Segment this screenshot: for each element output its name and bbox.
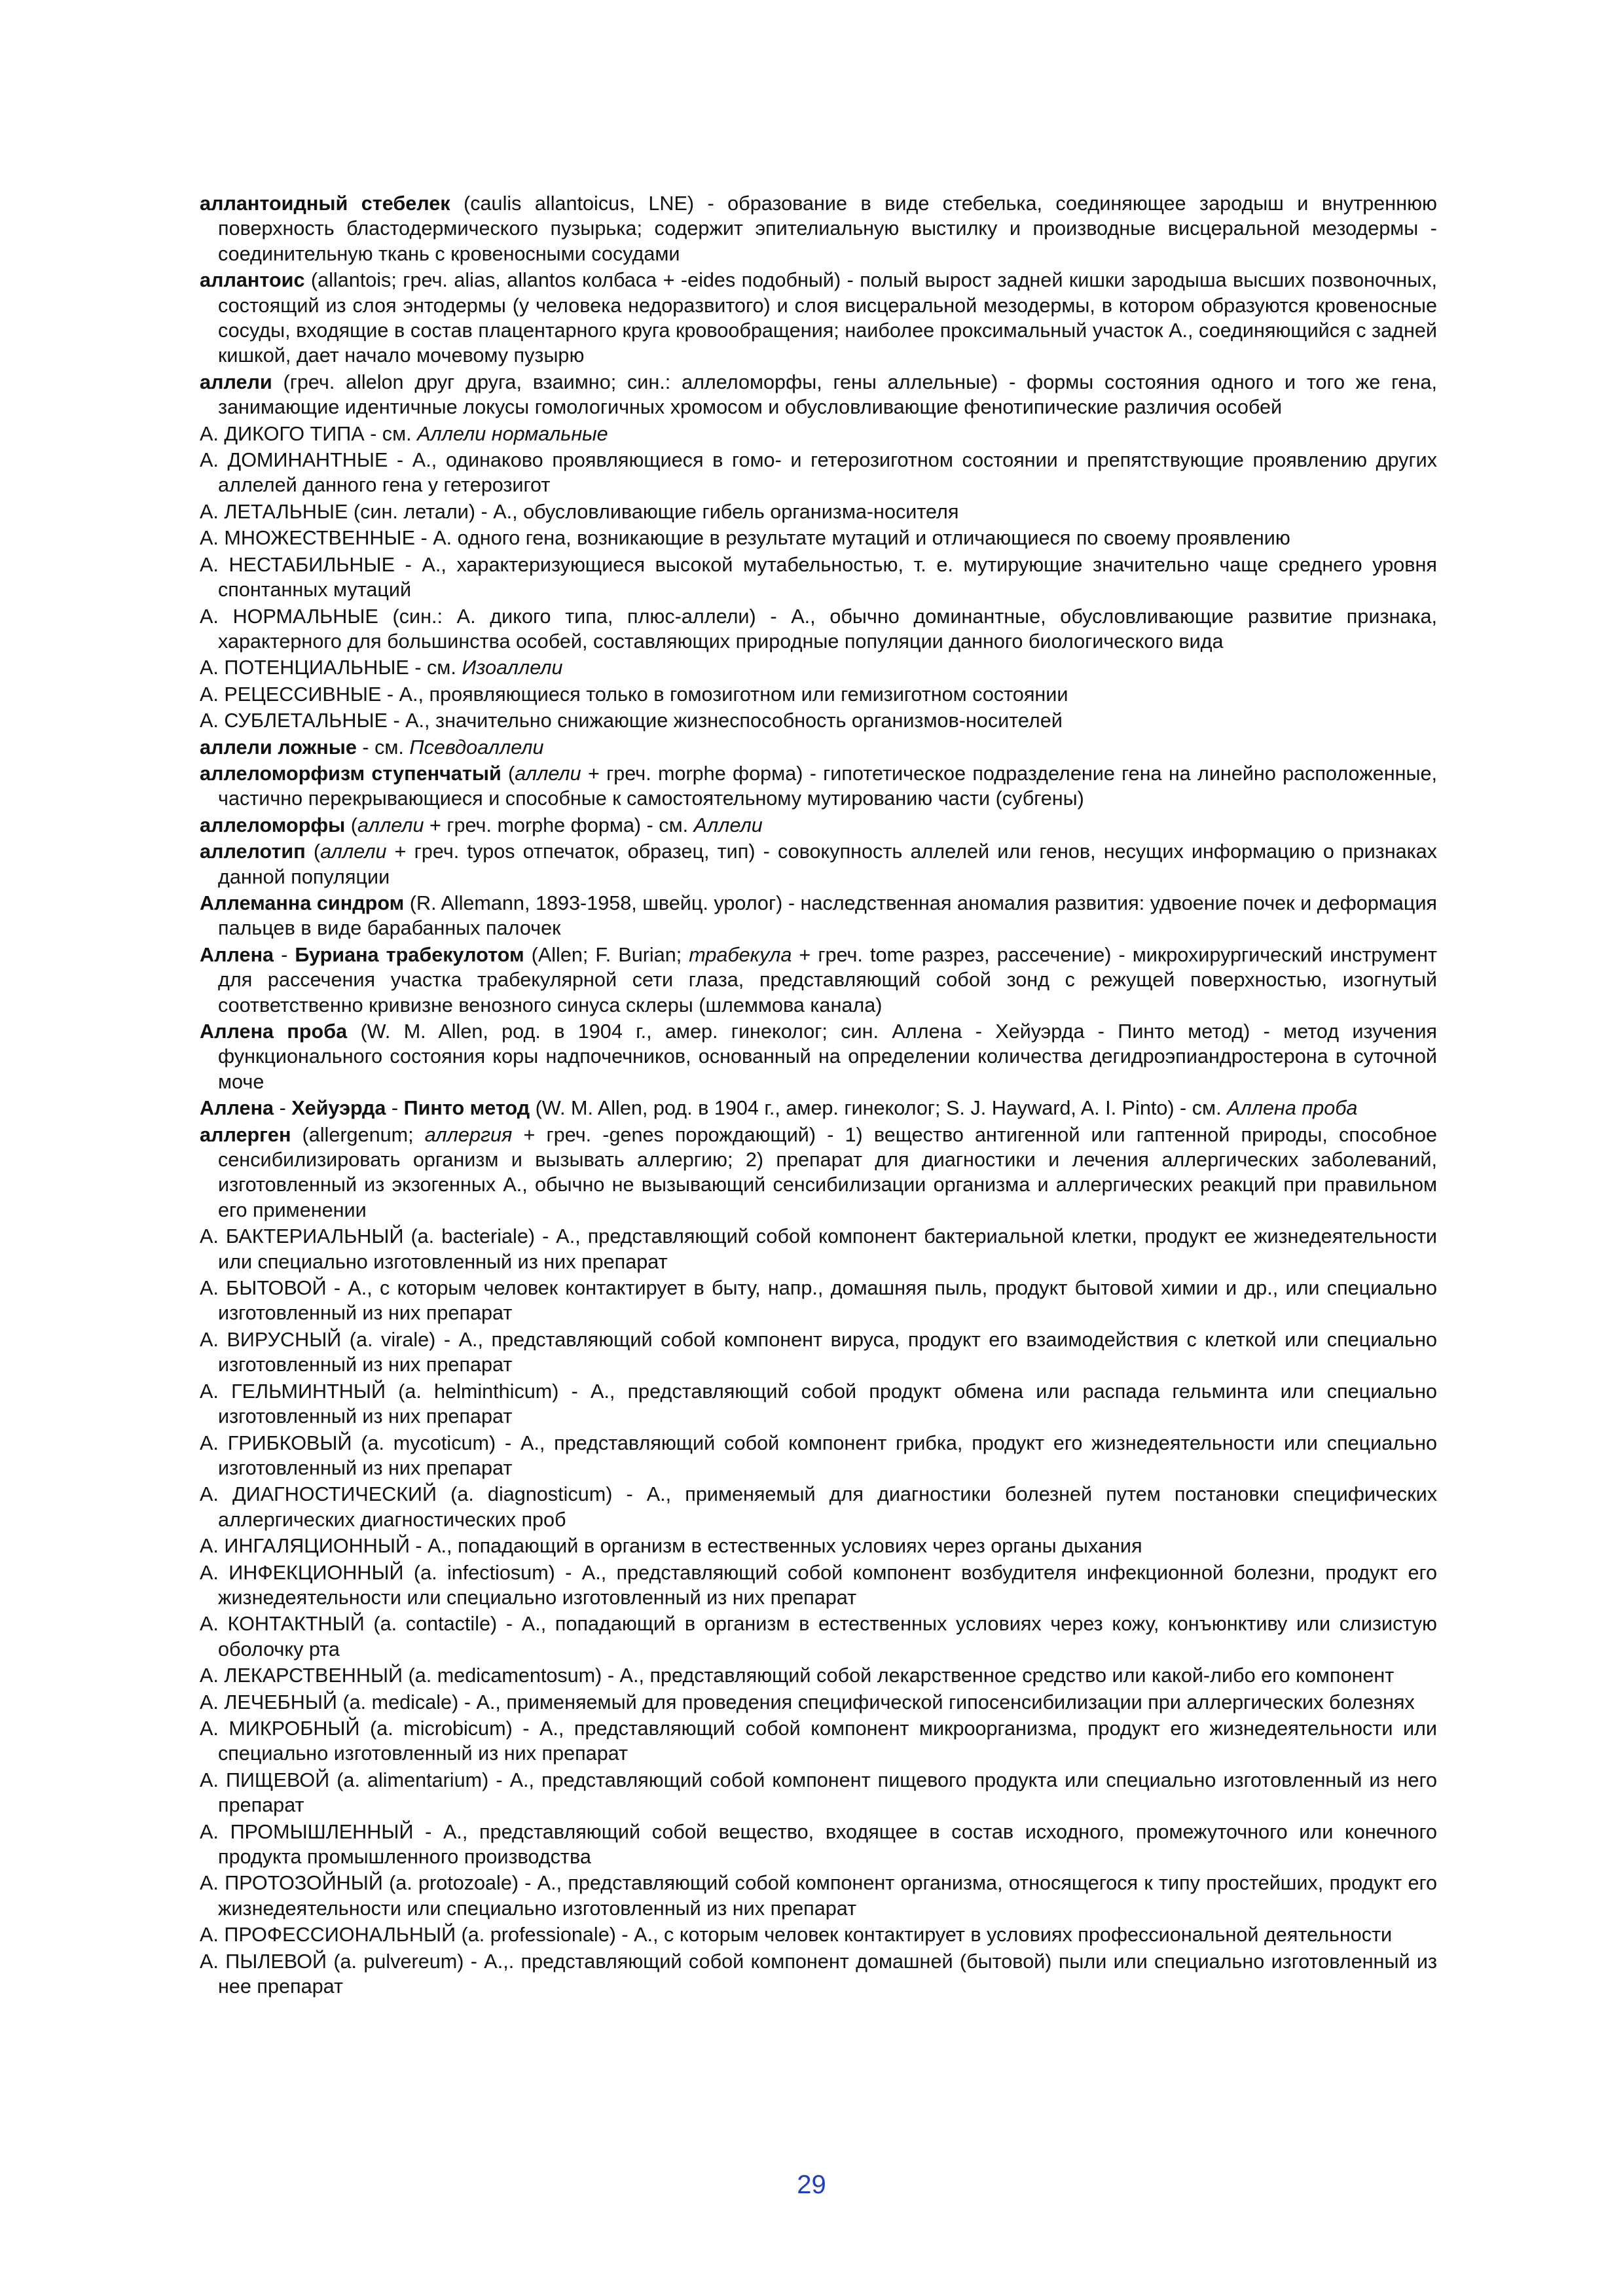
dictionary-entry bbox=[200, 1276, 1437, 1326]
entry-text: А. БЫТОВОЙ - А., с которым человек контактирует в быту, напр., домашняя пыль, продукт бытовой химии и др., или специально изготовленный из них препарат bbox=[200, 1277, 1437, 1325]
entry-text: ( bbox=[501, 762, 515, 785]
dictionary-entry bbox=[200, 1482, 1437, 1532]
entry-headword: Хейуэрда bbox=[291, 1097, 386, 1120]
entry-crossref: трабекула bbox=[689, 943, 792, 966]
dictionary-entry bbox=[200, 1768, 1437, 1818]
dictionary-entry bbox=[200, 1663, 1437, 1688]
dictionary-entry bbox=[200, 761, 1437, 812]
entry-text: + греч. morphe форма) - гипотетическое подразделение гена на линейно расположенные, частично перекрывающиеся и способные к самостоятельному мутированию части (субгены) bbox=[218, 762, 1437, 810]
entry-text: - bbox=[274, 1097, 292, 1120]
dictionary-entry bbox=[200, 735, 1437, 760]
entry-text: А. МНОЖЕСТВЕННЫЕ - А. одного гена, возникающие в результате мутаций и отличающиеся по своему проявлению bbox=[200, 527, 1290, 550]
entry-crossref: аллели bbox=[320, 840, 387, 863]
entry-text: А. ДИАГНОСТИЧЕСКИЙ (a. diagnosticum) - А., применяемый для диагностики болезней путем постановки специфических аллергических диагностических проб bbox=[200, 1483, 1437, 1531]
dictionary-entry bbox=[200, 191, 1437, 266]
entry-text: А. ПЫЛЕВОЙ (a. pulvereum) - А.,. представляющий собой компонент домашней (бытовой) пыли или специально изготовленный из нее препарат bbox=[200, 1950, 1437, 1998]
entry-text: А. КОНТАКТНЫЙ (a. contactile) - А., попадающий в организм в естественных условиях через кожу, конъюнктиву или слизистую оболочку рта bbox=[200, 1613, 1437, 1660]
entry-headword: аллели bbox=[200, 370, 272, 393]
dictionary-entry bbox=[200, 1431, 1437, 1481]
entry-crossref: Аллена проба bbox=[1227, 1097, 1358, 1120]
entry-text: + греч. tome разрез, рассечение) - микрохирургический инструмент для рассечения участка трабекулярной сети глаза, представляющий собой зонд с режущей поверхностью, изогнутый соответственно кривизне венозного синуса склеры (шлеммова канала) bbox=[218, 943, 1437, 1016]
entry-text: А. НЕСТАБИЛЬНЫЕ - А., характеризующиеся высокой мутабельностью, т. е. мутирующие значительно чаще среднего уровня спонтанных мутаций bbox=[200, 553, 1437, 601]
dictionary-entry bbox=[200, 1122, 1437, 1223]
entry-crossref: аллели bbox=[515, 762, 581, 785]
entry-crossref: Изоаллели bbox=[462, 656, 563, 679]
entry-headword: аллеломорфизм ступенчатый bbox=[200, 762, 501, 785]
entry-headword: Пинто метод bbox=[403, 1097, 530, 1120]
dictionary-entry bbox=[200, 552, 1437, 603]
entry-text: (allantois; греч. alias, allantos колбаса + -eides подобный) - полый вырост задней кишки зародыша высших позвоночных, состоящий из слоя энтодермы (у человека недоразвитого) и слоя висцеральной мезодермы, в котором образуются кровеносные сосуды, входящие в состав плацентарного круга кровообращения; наиболее проксимальный участок А., соединяющийся с задней кишкой, дает начало мочевому пузырю bbox=[218, 269, 1437, 367]
entry-text: (Allen; F. Burian; bbox=[524, 943, 689, 966]
entry-text: А. ЛЕКАРСТВЕННЫЙ (a. medicamentosum) - А., представляющий собой лекарственное средство или какой-либо его компонент bbox=[200, 1664, 1395, 1687]
entry-text: - bbox=[274, 943, 295, 966]
entry-headword: аллеломорфы bbox=[200, 814, 346, 836]
dictionary-entry bbox=[200, 1327, 1437, 1378]
dictionary-entry bbox=[200, 839, 1437, 889]
entry-text: - bbox=[386, 1097, 404, 1120]
dictionary-entry bbox=[200, 1534, 1437, 1558]
dictionary-entry bbox=[200, 526, 1437, 550]
entry-headword: Аллена bbox=[200, 943, 274, 966]
dictionary-entry bbox=[200, 448, 1437, 498]
dictionary-entry bbox=[200, 1716, 1437, 1767]
page-number: 29 bbox=[797, 2170, 826, 2199]
entry-headword: аллелотип bbox=[200, 840, 306, 863]
entry-crossref: Аллели bbox=[693, 814, 763, 836]
dictionary-entry bbox=[200, 1379, 1437, 1429]
dictionary-page bbox=[200, 191, 1437, 2000]
dictionary-entry bbox=[200, 942, 1437, 1018]
entry-text: ( bbox=[305, 840, 321, 863]
dictionary-entry bbox=[200, 1820, 1437, 1870]
dictionary-entry bbox=[200, 422, 1437, 446]
entry-text: А. ГРИБКОВЫЙ (a. mycoticum) - А., представляющий собой компонент грибка, продукт его жизнедеятельности или специально изготовленный из них препарат bbox=[200, 1431, 1437, 1479]
entry-text: + греч. morphe форма) - см. bbox=[424, 814, 694, 836]
entry-text: А. БАКТЕРИАЛЬНЫЙ (a. bacteriale) - А., представляющий собой компонент бактериальной клетки, продукт ее жизнедеятельности или специально изготовленный из них препарат bbox=[200, 1225, 1437, 1273]
dictionary-entry bbox=[200, 1560, 1437, 1611]
dictionary-entry bbox=[200, 604, 1437, 655]
dictionary-entry bbox=[200, 1922, 1437, 1947]
entry-crossref: аллергия bbox=[424, 1123, 513, 1146]
entry-text: А. ПРОТОЗОЙНЫЙ (a. protozoale) - А., представляющий собой компонент организма, относящегося к типу простейших, продукт его жизнедеятельности или специально изготовленный из них препарат bbox=[200, 1872, 1437, 1920]
dictionary-entry bbox=[200, 1096, 1437, 1121]
entry-text: А. ЛЕТАЛЬНЫЕ (син. летали) - А., обусловливающие гибель организма-носителя bbox=[200, 500, 959, 523]
entry-list bbox=[200, 191, 1437, 1999]
entry-text: А. СУБЛЕТАЛЬНЫЕ - А., значительно снижающие жизнеспособность организмов-носителей bbox=[200, 709, 1063, 732]
dictionary-entry bbox=[200, 682, 1437, 707]
entry-text: А. РЕЦЕССИВНЫЕ - А., проявляющиеся только в гомозиготном или гемизиготном состоянии bbox=[200, 683, 1068, 706]
entry-text: А. ПРОМЫШЛЕННЫЙ - А., представляющий собой вещество, входящее в состав исходного, промежуточного или конечного продукта промышленного производства bbox=[200, 1820, 1437, 1868]
dictionary-entry bbox=[200, 1949, 1437, 2000]
entry-crossref: Аллели нормальные bbox=[417, 422, 608, 445]
dictionary-entry bbox=[200, 1019, 1437, 1094]
entry-crossref: Псевдоаллели bbox=[409, 736, 544, 759]
entry-text: + греч. typos отпечаток, образец, тип) - совокупность аллелей или генов, несущих информацию о признаках данной популяции bbox=[218, 840, 1437, 888]
entry-headword: Аллеманна синдром bbox=[200, 891, 405, 914]
dictionary-entry bbox=[200, 1690, 1437, 1715]
entry-text: А. ПИЩЕВОЙ (a. alimentarium) - А., представляющий собой компонент пищевого продукта или специально изготовленный из него препарат bbox=[200, 1768, 1437, 1817]
dictionary-entry bbox=[200, 655, 1437, 680]
entry-text: - см. bbox=[356, 736, 410, 759]
entry-text: (caulis allantoicus, LNE) - образование в виде стебелька, соединяющее зародыш и внутреннюю поверхность бластодермического пузырька; содержит эпителиальную выстилку и производные висцеральной мезодермы - соединительную ткань с кровеносными сосудами bbox=[218, 192, 1437, 265]
entry-text: (R. Allemann, 1893-1958, швейц. уролог) - наследственная аномалия развития: удвоение почек и деформация пальцев в виде барабанных палочек bbox=[218, 891, 1437, 940]
entry-headword: Аллена проба bbox=[200, 1020, 348, 1043]
entry-text: (W. M. Allen, род. в 1904 г., амер. гинеколог; S. J. Hayward, A. I. Pinto) - см. bbox=[530, 1097, 1228, 1120]
entry-text: (греч. allelon друг друга, взаимно; син.: аллеломорфы, гены аллельные) - формы состояния одного и того же гена, занимающие идентичные локусы гомологичных хромосом и обусловливающие фенотипические различия особей bbox=[218, 370, 1437, 419]
entry-text: (allergenum; bbox=[291, 1123, 425, 1146]
entry-text: А. ПОТЕНЦИАЛЬНЫЕ - см. bbox=[200, 656, 462, 679]
entry-crossref: аллели bbox=[357, 814, 424, 836]
entry-text: А. ИНГАЛЯЦИОННЫЙ - А., попадающий в организм в естественных условиях через органы дыхания bbox=[200, 1535, 1142, 1558]
entry-text: (W. M. Allen, род. в 1904 г., амер. гинеколог; син. Аллена - Хейуэрда - Пинто метод) - метод изучения функционального состояния коры надпочечников, основанный на определении количества дегидроэпиандростерона в суточной моче bbox=[218, 1020, 1437, 1093]
entry-text: + греч. -genes порождающий) - 1) вещество антигенной или гаптенной природы, способное сенсибилизировать организм и вызывать аллергию; 2) препарат для диагностики и лечения аллергических заболеваний, изготовленный из экзогенных А., обычно не вызывающий сенсибилизации организма и аллергических реакций при правильном его применении bbox=[218, 1123, 1437, 1221]
dictionary-entry bbox=[200, 499, 1437, 524]
entry-text: А. ЛЕЧЕБНЫЙ (a. medicale) - А., применяемый для проведения специфической гипосенсибилизации при аллергических болезнях bbox=[200, 1691, 1415, 1713]
entry-text: А. ПРОФЕССИОНАЛЬНЫЙ (a. professionale) - А., с которым человек контактирует в условиях профессиональной деятельности bbox=[200, 1924, 1393, 1946]
dictionary-entry bbox=[200, 1224, 1437, 1274]
entry-text: А. ИНФЕКЦИОННЫЙ (a. infectiosum) - А., представляющий собой компонент возбудителя инфекционной болезни, продукт его жизнедеятельности или специально изготовленный из них препарат bbox=[200, 1561, 1437, 1609]
entry-headword: аллели ложные bbox=[200, 736, 357, 759]
dictionary-entry bbox=[200, 813, 1437, 838]
dictionary-entry bbox=[200, 1611, 1437, 1662]
entry-headword: Аллена bbox=[200, 1097, 274, 1120]
dictionary-entry bbox=[200, 708, 1437, 733]
dictionary-entry bbox=[200, 370, 1437, 420]
dictionary-entry bbox=[200, 268, 1437, 368]
entry-text: А. МИКРОБНЫЙ (a. microbicum) - А., представляющий собой компонент микроорганизма, продукт его жизнедеятельности или специально изготовленный из них препарат bbox=[200, 1717, 1437, 1765]
entry-text: А. ДИКОГО ТИПА - см. bbox=[200, 422, 418, 445]
dictionary-entry bbox=[200, 891, 1437, 941]
entry-headword: аллерген bbox=[200, 1123, 291, 1146]
entry-text: А. НОРМАЛЬНЫЕ (син.: А. дикого типа, плюс-аллели) - А., обычно доминантные, обусловливающие развитие признака, характерного для большинства особей, составляющих природные популяции данного биологического вида bbox=[200, 605, 1437, 653]
entry-text: А. ДОМИНАНТНЫЕ - А., одинаково проявляющиеся в гомо- и гетерозиготном состоянии и препятствующие проявлению других аллелей данного гена у гетерозигот bbox=[200, 449, 1437, 497]
entry-text: А. ГЕЛЬМИНТНЫЙ (a. helminthicum) - А., представляющий собой продукт обмена или распада гельминта или специально изготовленный из них препарат bbox=[200, 1380, 1437, 1428]
entry-headword: Буриана трабекулотом bbox=[295, 943, 524, 966]
entry-headword: аллантоис bbox=[200, 269, 305, 292]
entry-text: А. ВИРУСНЫЙ (a. virale) - А., представляющий собой компонент вируса, продукт его взаимодействия с клеткой или специально изготовленный из них препарат bbox=[200, 1328, 1437, 1376]
dictionary-entry bbox=[200, 1871, 1437, 1921]
entry-text: ( bbox=[345, 814, 358, 836]
entry-headword: аллантоидный стебелек bbox=[200, 192, 450, 215]
